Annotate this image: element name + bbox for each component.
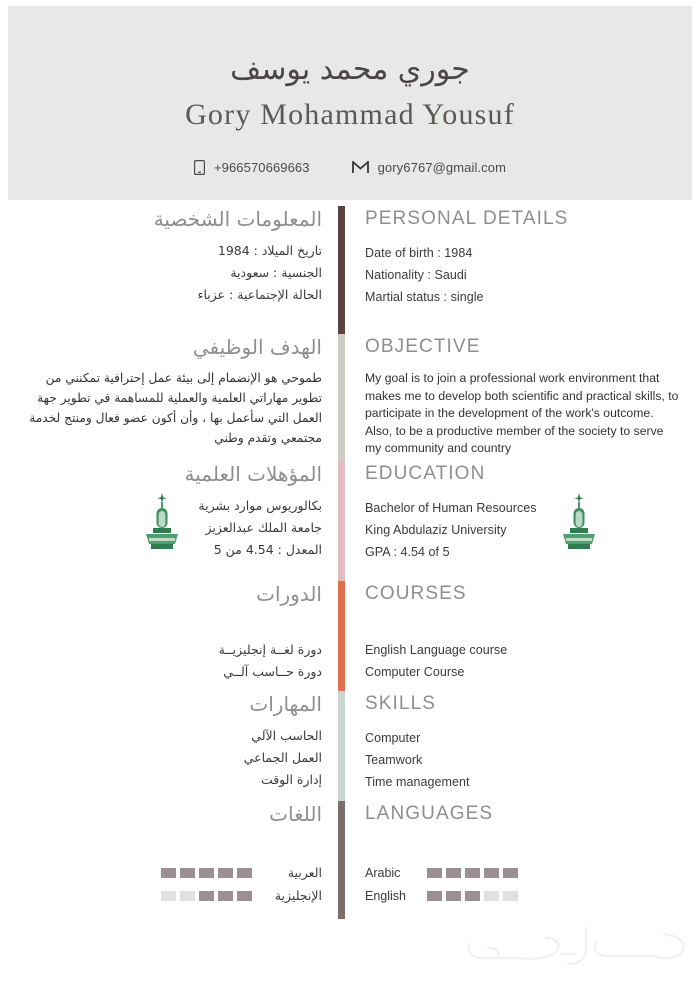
section-languages: [0, 801, 700, 919]
level-box: [237, 868, 252, 878]
section-education: [0, 461, 700, 581]
haraj-watermark: [458, 920, 694, 976]
objective-arabic: [0, 334, 338, 461]
skill-line-ar: العمل الجماعي: [243, 750, 322, 765]
section-heading-ar: المؤهلات العلمية: [184, 462, 322, 486]
name-english: Gory Mohammad Yousuf: [185, 98, 515, 131]
mobile-phone-icon: [194, 160, 205, 175]
section-heading-en: EDUCATION: [365, 463, 486, 484]
section-divider: [338, 581, 345, 691]
education-line-ar: جامعة الملك عبدالعزيز: [205, 520, 322, 535]
email-address: gory6767@gmail.com: [377, 160, 507, 175]
section-heading-en: LANGUAGES: [365, 803, 494, 824]
skill-line-ar: إدارة الوقت: [260, 772, 322, 787]
section-divider: [338, 206, 345, 334]
phone-number: +966570669663: [213, 160, 310, 175]
education-line-en: GPA : 4.54 of 5: [365, 545, 450, 559]
section-divider: [338, 801, 345, 919]
education-english: [345, 461, 700, 581]
section-heading-ar: اللغات: [269, 802, 322, 826]
gmail-envelope-icon: [352, 161, 369, 174]
section-heading-ar: الدورات: [256, 582, 322, 606]
section-heading-ar: الهدف الوظيفي: [192, 335, 322, 359]
education-line-en: Bachelor of Human Resources: [365, 501, 537, 515]
king-abdulaziz-university-logo: [140, 491, 184, 553]
level-box: [465, 868, 480, 878]
level-box: [427, 868, 442, 878]
section-divider: [338, 334, 345, 461]
language-row-ar: [0, 884, 322, 907]
king-abdulaziz-university-logo: [557, 491, 601, 553]
course-line-en: English Language course: [365, 643, 508, 657]
language-row-en: [365, 861, 700, 884]
education-line-ar: بكالوريوس موارد بشرية: [198, 498, 322, 513]
languages-arabic: [0, 801, 338, 919]
skill-line-en: Teamwork: [365, 753, 423, 767]
cv-header: [8, 6, 692, 200]
language-level-ar: [161, 891, 252, 901]
contact-email[interactable]: [352, 160, 506, 175]
level-box: [180, 868, 195, 878]
section-heading-ar: المعلومات الشخصية: [153, 207, 322, 231]
level-box: [446, 868, 461, 878]
objective-paragraph-ar: طموحي هو الإنضمام إلى بيئة عمل إحترافية تمكنني من تطوير مهاراتي العلمية والعملية للمساهمة في تطوير جهة العمل التي سأعمل بها ، وأن أكون عضو فعال ومنتج لخدمة مجتمعي وتقدم وطني: [29, 371, 322, 445]
detail-line-en: Nationality : Saudi: [365, 268, 467, 282]
section-heading-en: COURSES: [365, 583, 467, 604]
level-box: [199, 868, 214, 878]
skills-english: [345, 691, 700, 801]
level-box: [427, 891, 442, 901]
section-heading-ar: المهارات: [249, 692, 322, 716]
education-line-en: King Abdulaziz University: [365, 523, 507, 537]
detail-line-ar: الجنسية : سعودية: [230, 265, 322, 280]
personal-details-english: [345, 206, 700, 334]
section-divider: [338, 461, 345, 581]
level-box: [218, 868, 233, 878]
section-heading-en: OBJECTIVE: [365, 336, 481, 357]
skills-arabic: [0, 691, 338, 801]
languages-english: [345, 801, 700, 919]
course-line-en: Computer Course: [365, 665, 465, 679]
skill-line-en: Computer: [365, 731, 421, 745]
name-arabic: جوري محمد يوسف: [230, 52, 470, 87]
personal-details-arabic: [0, 206, 338, 334]
courses-arabic: [0, 581, 338, 691]
level-box: [180, 891, 195, 901]
level-box: [484, 868, 499, 878]
cv-sections: [0, 206, 700, 919]
level-box: [218, 891, 233, 901]
language-level-en: [427, 868, 518, 878]
contact-phone[interactable]: [194, 160, 310, 175]
objective-english: [345, 334, 700, 461]
level-box: [446, 891, 461, 901]
detail-line-ar: الحالة الإجتماعية : عزباء: [197, 287, 322, 302]
section-courses: [0, 581, 700, 691]
level-box: [161, 891, 176, 901]
language-level-ar: [161, 868, 252, 878]
language-level-en: [427, 891, 518, 901]
section-heading-en: SKILLS: [365, 693, 437, 714]
language-label-en: English: [365, 888, 406, 903]
language-label-ar: الإنجليزية: [274, 888, 322, 903]
level-box: [465, 891, 480, 901]
level-box: [503, 868, 518, 878]
education-line-ar: المعدل : 4.54 من 5: [213, 542, 322, 557]
skill-line-ar: الحاسب الآلي: [251, 728, 322, 743]
detail-line-en: Martial status : single: [365, 290, 484, 304]
level-box: [161, 868, 176, 878]
detail-line-en: Date of birth : 1984: [365, 246, 473, 260]
language-row-en: [365, 884, 700, 907]
level-box: [237, 891, 252, 901]
section-objective: [0, 334, 700, 461]
course-line-ar: دورة حــاسب آلــي: [223, 664, 322, 679]
detail-line-ar: تاريخ الميلاد : 1984: [217, 243, 322, 258]
objective-paragraph-en: My goal is to join a professional work environment that makes me to develop both scientific and practical skills, to participate in the development of the work's outcome. Also, to be a productive member of the society to serve my community and country: [365, 371, 679, 455]
contact-row: [8, 160, 692, 175]
section-heading-en: PERSONAL DETAILS: [365, 208, 569, 229]
language-row-ar: [0, 861, 322, 884]
section-personal-details: [0, 206, 700, 334]
skill-line-en: Time management: [365, 775, 470, 789]
section-divider: [338, 691, 345, 801]
course-line-ar: دورة لغــة إنجليزيــة: [218, 642, 322, 657]
level-box: [484, 891, 499, 901]
language-label-en: Arabic: [365, 865, 401, 880]
level-box: [503, 891, 518, 901]
section-skills: [0, 691, 700, 801]
courses-english: [345, 581, 700, 691]
level-box: [199, 891, 214, 901]
language-label-ar: العربية: [287, 865, 322, 880]
